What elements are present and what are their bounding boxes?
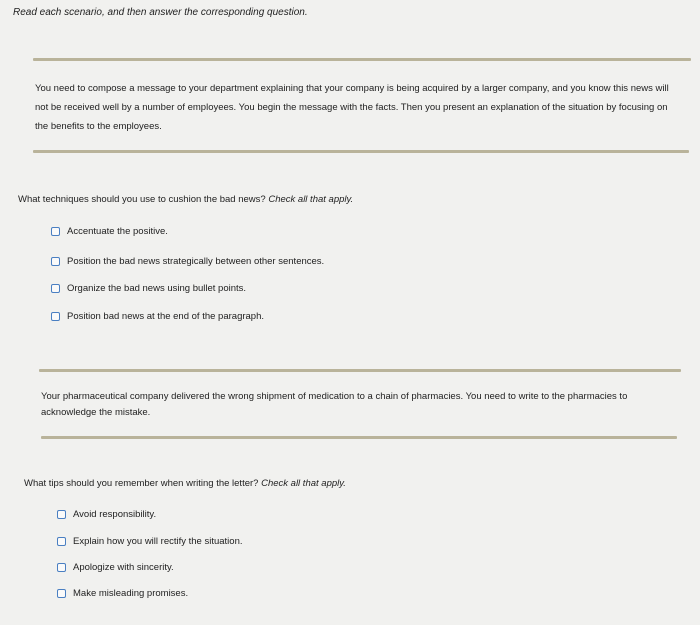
- q2-option-explain-rectify[interactable]: [57, 536, 243, 547]
- q2-option-apologize-sincerity[interactable]: [57, 562, 174, 573]
- scenario-2-top-divider: [39, 369, 681, 372]
- checkbox[interactable]: [57, 537, 66, 546]
- question-2-prompt-text: What tips should you remember when writing the letter?: [24, 478, 259, 489]
- question-2-prompt: [24, 478, 346, 489]
- checkbox[interactable]: [57, 510, 66, 519]
- option-label: Organize the bad news using bullet points.: [67, 283, 247, 294]
- instructions-text: Read each scenario, and then answer the corresponding question.: [13, 7, 308, 18]
- question-2-prompt-hint: Check all that apply.: [261, 478, 346, 489]
- question-1-prompt: [18, 194, 353, 205]
- checkbox[interactable]: [57, 563, 66, 572]
- question-1-prompt-hint: Check all that apply.: [268, 194, 354, 205]
- scenario-1-top-divider: [33, 58, 691, 61]
- option-label: Position the bad news strategically between other sentences.: [67, 256, 325, 267]
- option-label: Position bad news at the end of the paragraph.: [67, 311, 264, 322]
- q2-option-misleading-promises[interactable]: [57, 588, 188, 599]
- question-1-prompt-text: What techniques should you use to cushion the bad news?: [18, 194, 266, 205]
- option-label: Apologize with sincerity.: [73, 562, 174, 573]
- q2-option-avoid-responsibility[interactable]: [57, 509, 156, 520]
- option-label: Explain how you will rectify the situation.: [73, 536, 243, 547]
- scenario-2-bottom-divider: [41, 436, 677, 439]
- checkbox[interactable]: [51, 257, 60, 266]
- q1-option-accentuate-positive[interactable]: [51, 226, 168, 237]
- scenario-2-text: Your pharmaceutical company delivered the wrong shipment of medication to a chain of pharmacies. You need to write to the pharmacies to acknowledge the mistake.: [41, 391, 628, 418]
- q1-option-bullet-points[interactable]: [51, 283, 246, 294]
- option-label: Accentuate the positive.: [67, 226, 168, 237]
- checkbox[interactable]: [57, 589, 66, 598]
- checkbox[interactable]: [51, 284, 60, 293]
- checkbox[interactable]: [51, 312, 60, 321]
- q1-option-position-strategically[interactable]: [51, 256, 324, 267]
- q1-option-end-of-paragraph[interactable]: [51, 311, 264, 322]
- scenario-1-bottom-divider: [33, 150, 689, 153]
- option-label: Avoid responsibility.: [73, 509, 157, 520]
- scenario-1-text: You need to compose a message to your department explaining that your company is being acquired by a larger company, and you know this news will not be received well by a number of employees. You begin the message with the facts. Then you present an explanation of the situation by focusing on the benefits to the employees.: [35, 83, 669, 132]
- checkbox[interactable]: [51, 227, 60, 236]
- option-label: Make misleading promises.: [73, 588, 189, 599]
